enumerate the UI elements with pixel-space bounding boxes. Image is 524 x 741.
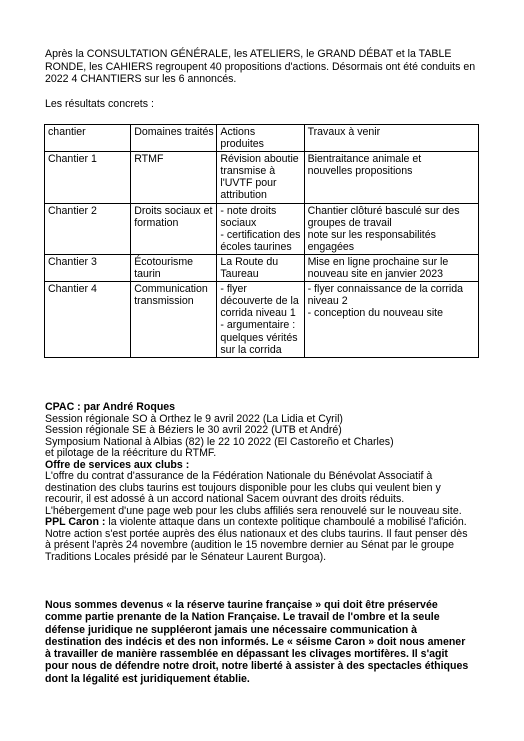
- lower-section: [45, 402, 485, 563]
- header-chantier: chantier: [45, 125, 131, 152]
- cell-domaines: Écotourisme taurin: [131, 254, 217, 281]
- cell-travaux: Mise en ligne prochaine sur le nouveau site en janvier 2023: [304, 254, 478, 281]
- ppl-first-line: [45, 517, 485, 529]
- closing-line: à travailler de manière rassemblée en dépassant les clivages mortifères. Il s'agit: [45, 648, 448, 661]
- ppl-line: Traditions Locales présidé par le Sénateur Laurent Burgoa).: [45, 550, 327, 563]
- cell-travaux: Chantier clôturé basculé sur des groupes de travail note sur les responsabilités engagées: [304, 203, 478, 254]
- cell-domaines: RTMF: [131, 152, 217, 203]
- results-label: Les résultats concrets :: [45, 98, 154, 110]
- cell-actions: La Route du Taureau: [217, 254, 304, 281]
- chantiers-table: [44, 124, 479, 358]
- table-row: [45, 203, 479, 254]
- cpac-line: et pilotage de la réécriture du RTMF.: [45, 447, 217, 459]
- cell-chantier: Chantier 4: [45, 282, 131, 358]
- closing-line: dont la légalité est juridiquement établie.: [45, 672, 250, 685]
- closing-line: comme partie prenante de la Nation Française. Le travail de l'ombre et la seule: [45, 611, 440, 624]
- cell-chantier: Chantier 3: [45, 254, 131, 281]
- cell-actions: Révision aboutie transmise à l'UVTF pour attribution: [217, 152, 304, 203]
- closing-line: pour nous de défendre notre droit, notre liberté à assister à des spectacles éthiques: [45, 660, 469, 673]
- closing-line: défense juridique ne suppléeront jamais une nécessaire communication à: [45, 623, 418, 636]
- intro-text: Après la CONSULTATION GÉNÉRALE, les ATELIERS, le GRAND DÉBAT et la TABLE RONDE, les CAHIERS regroupent 40 propositions d'actions. Désormais ont été conduits en 2022 4 CHANTIERS sur les 6 annoncés.: [45, 48, 476, 85]
- cpac-line: Session régionale SE à Béziers le 30 avril 2022 (UTB et André): [45, 424, 342, 436]
- header-actions: Actions produites: [217, 125, 304, 152]
- cpac-heading: CPAC : par André Roques: [45, 401, 176, 413]
- header-travaux: Travaux à venir: [304, 125, 478, 152]
- ppl-label: PPL Caron :: [45, 516, 106, 528]
- closing-line: Nous sommes devenus « la réserve taurine française » qui doit être préservée: [45, 599, 438, 611]
- services-line: L'hébergement d'une page web pour les clubs affiliés sera renouvelé sur le nouveau site.: [45, 504, 462, 517]
- closing-line: destination des indécis et des non informés. Le « séisme Caron » doit nous amener: [45, 635, 466, 648]
- cell-actions: - flyer découverte de la corrida niveau 1 - argumentaire : quelques vérités sur la corrida: [217, 282, 304, 358]
- header-domaines: Domaines traités: [131, 125, 217, 152]
- cell-chantier: Chantier 2: [45, 203, 131, 254]
- services-line: destination des clubs taurins est toujours disponible pour les clubs qui veulent bien y: [45, 481, 441, 494]
- cell-actions: - note droits sociaux - certification des écoles taurines: [217, 203, 304, 254]
- services-line: L'offre du contrat d'assurance de la Fédération Nationale du Bénévolat Associatif à: [45, 470, 433, 482]
- cell-domaines: Communication transmission: [131, 282, 217, 358]
- cell-travaux: Bientraitance animale et nouvelles propositions: [304, 152, 478, 203]
- ppl-line: Notre action s'est portée auprès des élus nationaux et des clubs taurins. Il faut penser dès: [45, 527, 468, 540]
- services-line: recourir, il est adossé à un accord national Sacem ouvrant des droits réduits.: [45, 493, 405, 505]
- cpac-line: Session régionale SO à Orthez le 9 avril 2022 (La Lidia et Cyril): [45, 412, 343, 425]
- table-row: [45, 152, 479, 203]
- table-row: [45, 254, 479, 281]
- services-heading: Offre de services aux clubs :: [45, 458, 190, 471]
- cpac-line: Symposium National à Albias (82) le 22 10 2022 (El Castoreño et Charles): [45, 435, 394, 448]
- cell-domaines: Droits sociaux et formation: [131, 203, 217, 254]
- cell-chantier: Chantier 1: [45, 152, 131, 203]
- intro-paragraph: [45, 48, 485, 86]
- ppl-line: à présent l'après 24 novembre (audition le 15 novembre dernier au Sénat par le groupe: [45, 539, 454, 551]
- table-row: [45, 282, 479, 358]
- closing-statement: [45, 599, 485, 685]
- table-header-row: [45, 125, 479, 152]
- cell-travaux: - flyer connaissance de la corrida niveau 2 - conception du nouveau site: [304, 282, 478, 358]
- ppl-first-line-text: la violente attaque dans un contexte politique chamboulé a mobilisé l'afición.: [105, 516, 467, 528]
